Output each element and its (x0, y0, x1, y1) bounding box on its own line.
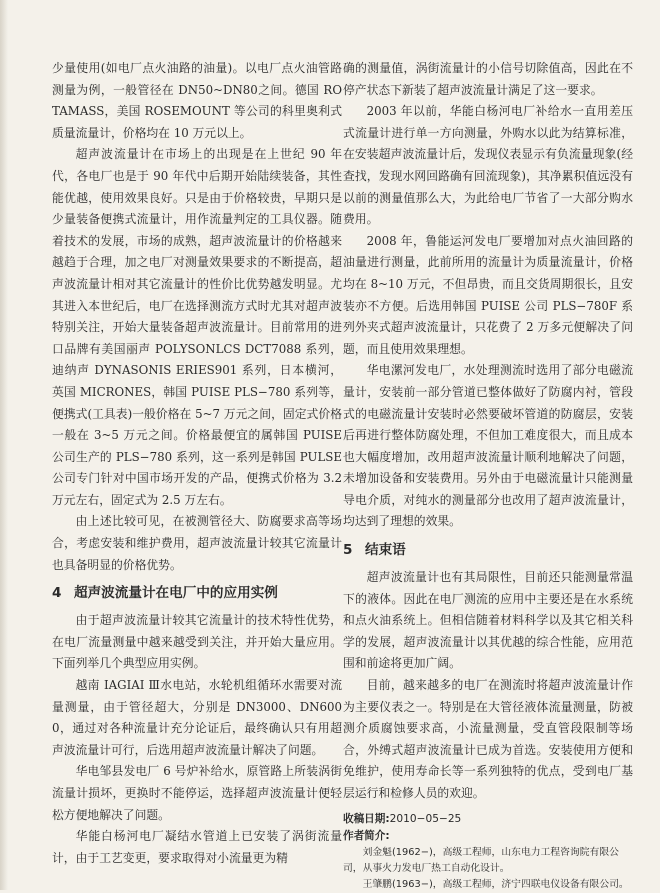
paragraph: 华电邹县发电厂 6 号炉补给水，原管路上所装涡街流量计损坏，更换时不能停运，选择超声波流量计便轻松方便地解决了问题。 (52, 764, 342, 822)
paragraph: 目前，越来越多的电厂在测流时将超声波流量计作为主要仪表之一。特别是在大管径液体流量测量，防被测介质腐蚀要求高，小流量测量，受直管段限制等场合，外缚式超声波流量计已成为首选。安装使用方便和免维护，使用寿命长等一系列独特的优点，受到电厂基层运行和检修人员的欢迎。 (343, 678, 633, 800)
paragraph: 华能白杨河电厂凝结水管道上已安装了涡街流量计，由于工艺变更，要求取得对小流量更为精 (52, 829, 342, 865)
paragraph: 华电漯河发电厂，水处理测流时选用了部分电磁流量计，安装前一部分管道已整体做好了防腐内衬，管段式的电磁流量计安装时必然要破坏管道的防腐层，安装后再进行整体防腐处理，不但加工难度很大，而且成本也大幅度增加，改用超声波流量计顺利地解决了问题，未增加设备和安装费用。另外由于电磁流量计只能测量导电介质，对纯水的测量部分也改用了超声波流量计，均达到了理想的效果。 (343, 363, 633, 529)
author-intro-label-line (343, 828, 633, 845)
author-label: 作者简介: (343, 829, 390, 842)
section-heading-5 (343, 539, 633, 561)
section-number: 4 (52, 585, 62, 602)
right-column (343, 58, 633, 893)
paragraph: 2008 年，鲁能运河发电厂要增加对点火油回路的油量进行测量，此前所用的流量计为质量流量计，价格均在 8~10 万元，不但昂贵，而且交货周期很长，且安装亦不方便。后选用韩国 PUISE 公司 PLS−780F 系列外夹式超声波流量计，只花费了 2 万多元便解决了问题，而且使用效果理想。 (343, 233, 633, 356)
page-edge-shadow (0, 0, 8, 890)
paragraph: 超声波流量计在市场上的出现是在上世纪 90 年代，各电厂也是于 90 年代中后期开始陆续装备，其性能优越，使用效果良好。只是由于价格较贵，早期只是少量装备便携式流量计，用作流量判定的工具仪器。随着技术的发展，市场的成熟，超声波流量计的价格越来越趋于合理，加之电厂对测量效果要求的不断提高，超声波流量计相对其它流量计的性价比优势越发明显。尤其进入本世纪后，电厂在选择测流方式时尤其对超声波特别关注，开始大量装备超声波流量计。目前常用的进口品牌有美国丽声 POLYSONLCS DCT7088 系列，迪纳声 DYNASONIS ERIES901 系列，日本横河，英国 MICRONES，韩国 PUISE PLS−780 系列等，便携式(工具表)一般价格在 5~7 万元之间，固定式价格一般在 3~5 万元之间。价格最便宜的属韩国 PUISE 公司生产的 PLS−780 系列，这一系列是韩国 PULSE 公司专门针对中国市场开发的产品，便携式价格为 3.2 万元左右，固定式为 2.5 万左右。 (52, 147, 342, 507)
paragraph: 2003 年以前，华能白杨河电厂补给水一直用差压式流量计进行单一方向测量，外购水以此为结算标准，在安装超声波流量计后，发现仪表显示有负流量现象(经查找，发现水网回路确有回流现象)，其净累积值远没有以前的测量值那么大，为此给电厂节省了一大部分购水费用。 (343, 104, 633, 227)
paragraph: 由上述比较可见，在被测管径大、防腐要求高等场合，考虑安装和维护费用，超声波流量计较其它流量计也具备明显的价格优势。 (52, 514, 342, 572)
author-bio-1: 刘金魁(1962−)，高级工程师，山东电力工程咨询院有限公司，从事火力发电厂热工自动化设计。 (343, 846, 619, 874)
paragraph: 超声波流量计也有其局限性，目前还只能测量常温下的液体。因此在电厂测流的应用中主要还是在水系统和点火油系统上。但相信随着材料科学以及其它相关科学的发展，超声波流量计以其优越的综合性能，应用范围和前途将更加广阔。 (343, 570, 633, 671)
paragraph: 确的测量值，涡街流量计的小信号切除值高，因此在不停产状态下新装了超声波流量计满足了这一要求。 (343, 61, 633, 97)
received-label: 收稿日期: (343, 812, 390, 825)
left-column (52, 58, 342, 869)
section-title: 超声波流量计在电厂中的应用实例 (74, 585, 278, 602)
author-bio-2: 王肇鹏(1963−)，高级工程师，济宁四联电仪设备有限公司。 (362, 878, 629, 890)
section-title: 结束语 (365, 542, 406, 559)
section-number: 5 (343, 542, 353, 559)
paragraph: 少量使用(如电厂点火油路的油量)。以电厂点火油管路测量为例，一般管径在 DN50~DN80之间。德国 ROTAMASS，美国 ROSEMOUNT 等公司的科里奥利式质量流量计，价格均在 10 万元以上。 (52, 61, 342, 140)
paragraph: 由于超声波流量计较其它流量计的技术特性优势，在电厂流量测量中越来越受到关注，并开始大量应用。下面列举几个典型应用实例。 (52, 613, 342, 671)
section-heading-4 (52, 582, 342, 604)
paragraph: 越南 IAGIAI Ⅲ水电站，水轮机组循环水需要对流量测量，由于管径超大，分别是 DN3000、DN6000，通过对各种流量计充分论证后，最终确认只有用超声波流量计可行，后选用超声波流量计解决了问题。 (52, 678, 342, 757)
received-date-line (343, 811, 633, 828)
received-date: 2010−05−25 (389, 812, 462, 825)
